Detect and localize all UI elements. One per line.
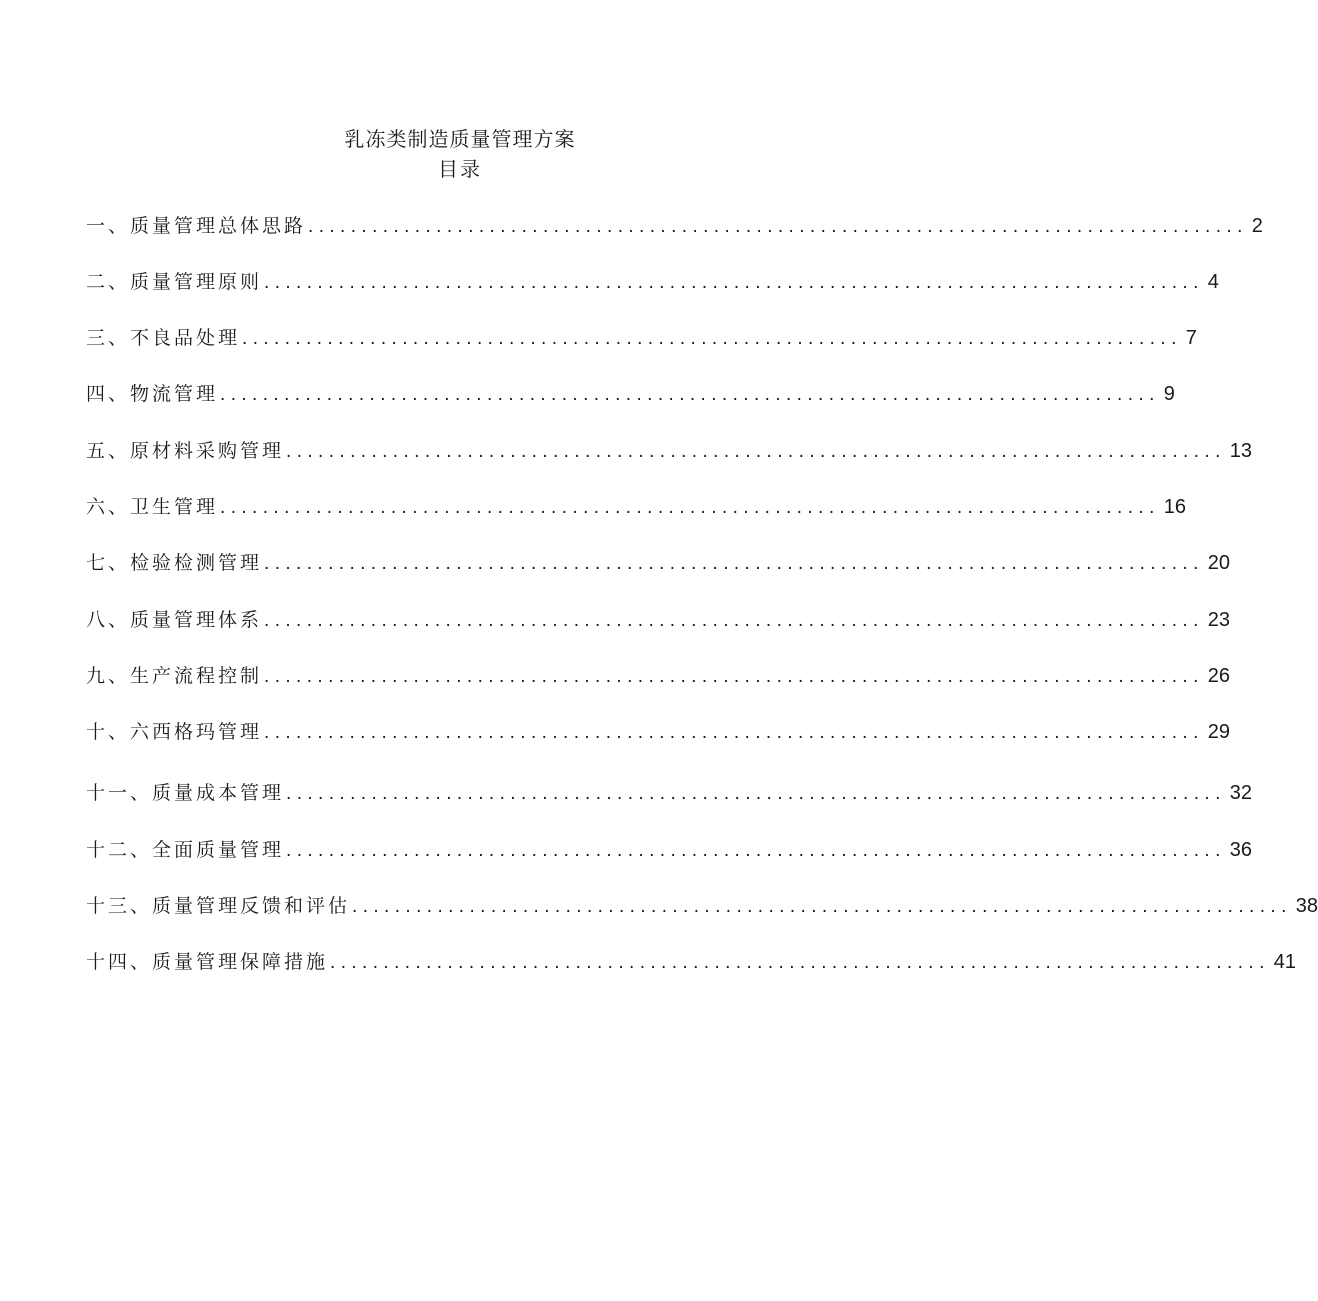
toc-entry-label: 十、六西格玛管理	[86, 721, 263, 743]
toc-entry[interactable]	[86, 605, 1231, 635]
toc-entry[interactable]	[86, 211, 1263, 241]
toc-leader-dots: ........................................................................................	[264, 722, 1204, 743]
document-title: 乳冻类制造质量管理方案	[344, 127, 576, 151]
toc-entry[interactable]	[86, 717, 1231, 747]
toc-entry-label: 三、不良品处理	[86, 327, 241, 349]
toc-entry-page: 38	[1295, 895, 1318, 917]
toc-entry[interactable]	[86, 947, 1297, 977]
toc-entry[interactable]	[86, 548, 1231, 578]
toc-entry-label: 四、物流管理	[86, 383, 219, 405]
toc-leader-dots: ........................................................................................	[352, 896, 1292, 917]
toc-leader-dots: ........................................................................................	[264, 553, 1204, 574]
toc-leader-dots: ........................................................................................	[286, 783, 1226, 804]
toc-entry-label: 六、卫生管理	[86, 496, 219, 518]
toc-entry-label: 十二、全面质量管理	[86, 839, 285, 861]
toc-entry-label: 八、质量管理体系	[86, 609, 263, 631]
toc-entry-page: 32	[1229, 782, 1253, 804]
toc-entry-page: 4	[1207, 271, 1219, 293]
toc-entry[interactable]	[86, 778, 1253, 808]
toc-entry-label: 十三、质量管理反馈和评估	[86, 895, 351, 917]
toc-entry-label: 七、检验检测管理	[86, 552, 263, 574]
toc-entry-label: 二、质量管理原则	[86, 271, 263, 293]
toc-entry[interactable]	[86, 661, 1231, 691]
toc-entry-page: 13	[1229, 440, 1253, 462]
toc-leader-dots: ........................................................................................	[330, 952, 1270, 973]
toc-entry[interactable]	[86, 835, 1253, 865]
toc-entry-page: 36	[1229, 839, 1253, 861]
toc-entry[interactable]	[86, 492, 1187, 522]
toc-entry-page: 41	[1273, 951, 1297, 973]
toc-entry[interactable]	[86, 891, 1318, 921]
toc-entry-label: 五、原材料采购管理	[86, 440, 285, 462]
toc-entry-page: 29	[1207, 721, 1231, 743]
toc-leader-dots: ........................................................................................	[242, 328, 1182, 349]
toc-entry-page: 20	[1207, 552, 1231, 574]
toc-entry[interactable]	[86, 323, 1197, 353]
toc-entry-label: 十一、质量成本管理	[86, 782, 285, 804]
toc-leader-dots: ........................................................................................	[220, 384, 1160, 405]
toc-entry[interactable]	[86, 436, 1253, 466]
toc-entry-page: 9	[1163, 383, 1175, 405]
toc-entry-page: 7	[1185, 327, 1197, 349]
toc-leader-dots: ........................................................................................	[264, 666, 1204, 687]
toc-entry-page: 23	[1207, 609, 1231, 631]
toc-entry-page: 16	[1163, 496, 1187, 518]
toc-entry[interactable]	[86, 267, 1219, 297]
toc-leader-dots: ........................................................................................	[286, 840, 1226, 861]
toc-heading: 目录	[438, 157, 482, 181]
toc-entry[interactable]	[86, 379, 1175, 409]
toc-leader-dots: ........................................................................................	[264, 610, 1204, 631]
toc-entry-label: 十四、质量管理保障措施	[86, 951, 329, 973]
toc-leader-dots: ........................................................................................	[264, 272, 1204, 293]
toc-entry-label: 九、生产流程控制	[86, 665, 263, 687]
toc-entry-page: 26	[1207, 665, 1231, 687]
toc-leader-dots: ........................................................................................	[220, 497, 1160, 518]
toc-leader-dots: ........................................................................................	[286, 441, 1226, 462]
toc-leader-dots: ........................................................................................	[308, 216, 1248, 237]
toc-entry-page: 2	[1251, 215, 1263, 237]
toc-entry-label: 一、质量管理总体思路	[86, 215, 307, 237]
